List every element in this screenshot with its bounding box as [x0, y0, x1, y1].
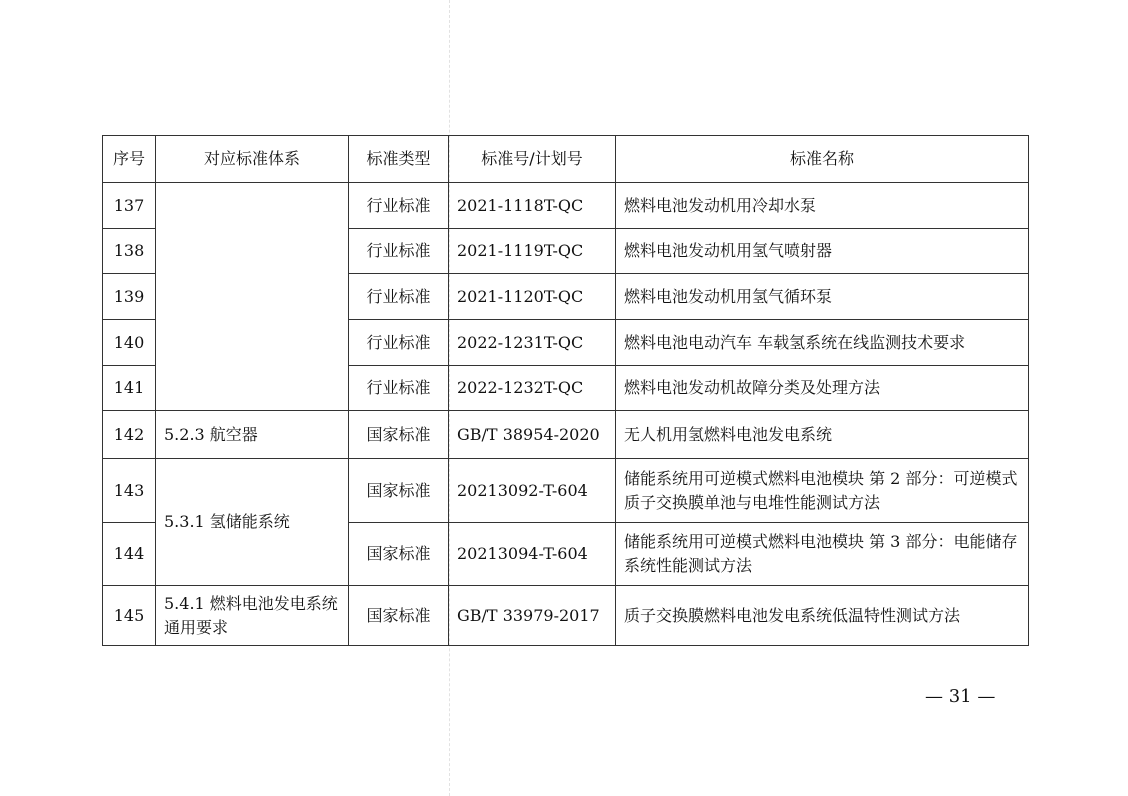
table-row [103, 459, 1029, 523]
header-code: 标准号/计划号 [449, 136, 616, 183]
row-code: GB/T 38954-2020 [449, 411, 616, 459]
row-name: 质子交换膜燃料电池发电系统低温特性测试方法 [616, 586, 1029, 646]
row-system: 5.4.1 燃料电池发电系统通用要求 [156, 586, 349, 646]
row-type: 国家标准 [349, 523, 449, 586]
row-code: 20213092-T-604 [449, 459, 616, 523]
row-system-empty [156, 183, 349, 411]
row-type: 国家标准 [349, 586, 449, 646]
row-type: 行业标准 [349, 320, 449, 366]
row-type: 国家标准 [349, 459, 449, 523]
row-no: 144 [103, 523, 156, 586]
row-code: 20213094-T-604 [449, 523, 616, 586]
row-no: 142 [103, 411, 156, 459]
row-no: 140 [103, 320, 156, 366]
row-name: 无人机用氢燃料电池发电系统 [616, 411, 1029, 459]
row-no: 139 [103, 274, 156, 320]
row-no: 138 [103, 229, 156, 274]
header-no: 序号 [103, 136, 156, 183]
table-row [103, 411, 1029, 459]
table-row [103, 586, 1029, 646]
row-code: 2021-1120T-QC [449, 274, 616, 320]
row-name: 燃料电池发动机用冷却水泵 [616, 183, 1029, 229]
table-row [103, 183, 1029, 229]
row-code: GB/T 33979-2017 [449, 586, 616, 646]
row-type: 国家标准 [349, 411, 449, 459]
row-system: 5.3.1 氢储能系统 [156, 459, 349, 586]
row-name: 燃料电池发动机故障分类及处理方法 [616, 366, 1029, 411]
row-code: 2021-1119T-QC [449, 229, 616, 274]
standards-table [102, 135, 1029, 646]
row-name: 储能系统用可逆模式燃料电池模块 第 2 部分：可逆模式质子交换膜单池与电堆性能测试方法 [616, 459, 1029, 523]
page-number: — 31 — [925, 686, 996, 707]
row-name: 燃料电池电动汽车 车载氢系统在线监测技术要求 [616, 320, 1029, 366]
row-no: 143 [103, 459, 156, 523]
row-type: 行业标准 [349, 366, 449, 411]
row-code: 2022-1232T-QC [449, 366, 616, 411]
header-type: 标准类型 [349, 136, 449, 183]
row-code: 2021-1118T-QC [449, 183, 616, 229]
header-system: 对应标准体系 [156, 136, 349, 183]
row-name: 储能系统用可逆模式燃料电池模块 第 3 部分：电能储存系统性能测试方法 [616, 523, 1029, 586]
row-no: 145 [103, 586, 156, 646]
header-name: 标准名称 [616, 136, 1029, 183]
row-name: 燃料电池发动机用氢气喷射器 [616, 229, 1029, 274]
header-row [103, 136, 1029, 183]
row-type: 行业标准 [349, 229, 449, 274]
row-name: 燃料电池发动机用氢气循环泵 [616, 274, 1029, 320]
row-type: 行业标准 [349, 183, 449, 229]
row-system: 5.2.3 航空器 [156, 411, 349, 459]
row-type: 行业标准 [349, 274, 449, 320]
row-no: 141 [103, 366, 156, 411]
row-no: 137 [103, 183, 156, 229]
row-code: 2022-1231T-QC [449, 320, 616, 366]
